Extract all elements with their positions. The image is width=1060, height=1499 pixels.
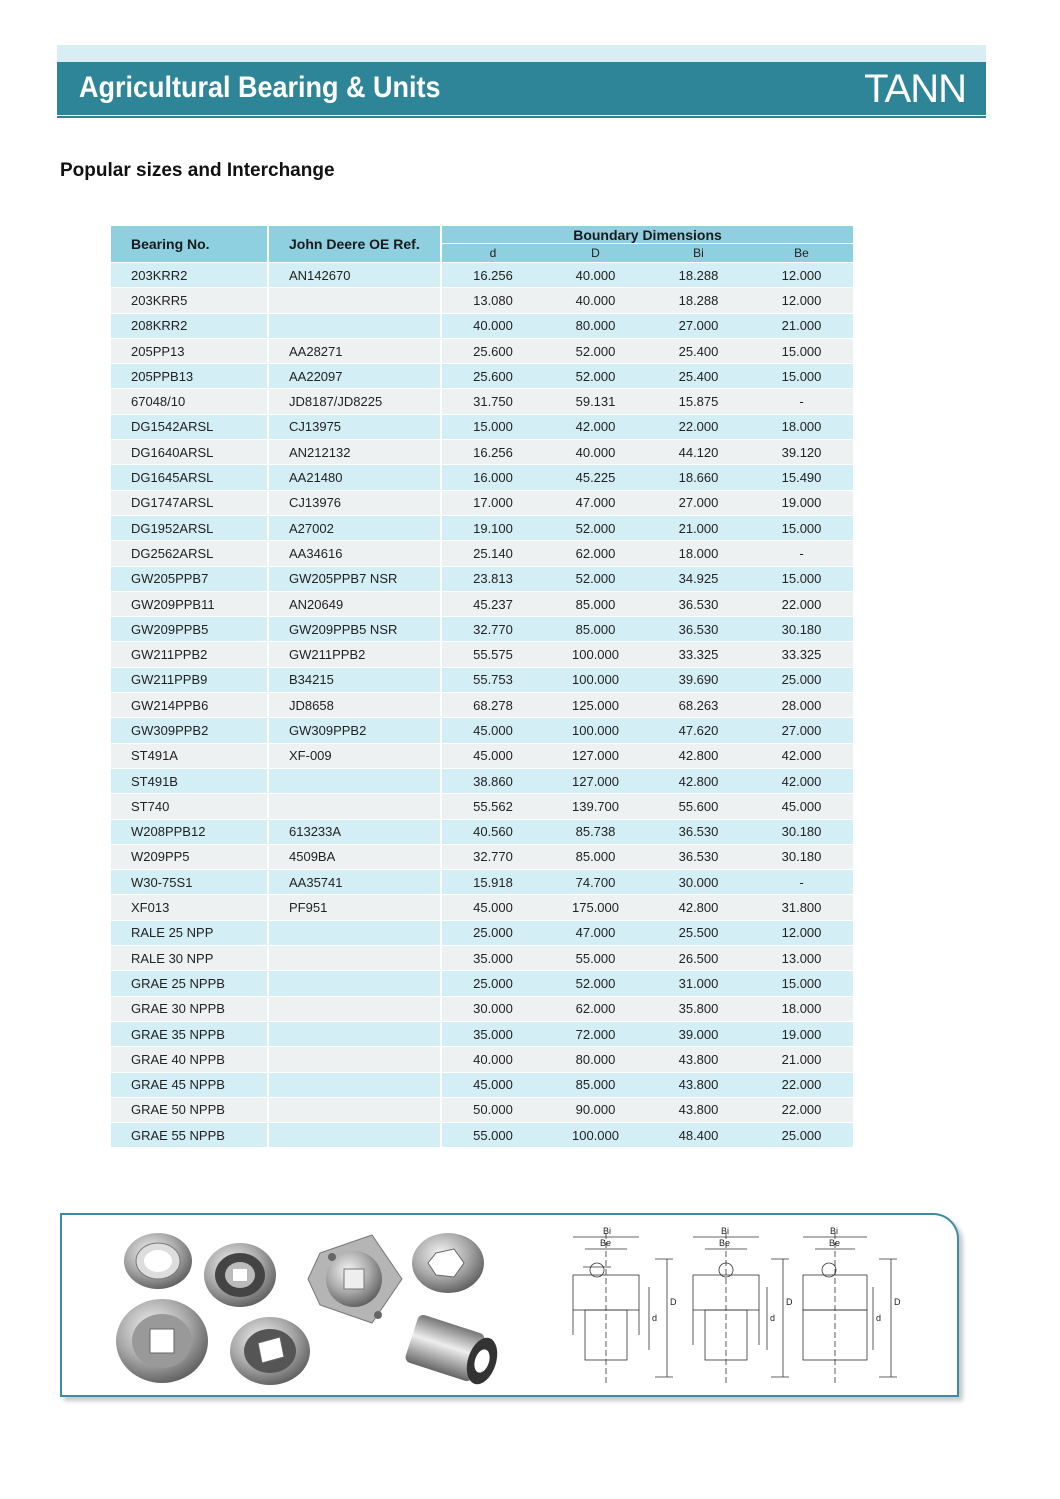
john-deere-ref-cell bbox=[268, 768, 441, 793]
bearing-no-cell: DG1645ARSL bbox=[111, 465, 268, 490]
d-cell: 32.770 bbox=[441, 617, 544, 642]
D-cell: 52.000 bbox=[544, 338, 647, 363]
bi-cell: 47.620 bbox=[647, 718, 750, 743]
be-cell: 15.000 bbox=[750, 364, 853, 389]
D-cell: 175.000 bbox=[544, 895, 647, 920]
table-row bbox=[111, 263, 853, 288]
john-deere-ref-cell bbox=[268, 971, 441, 996]
be-cell: 30.180 bbox=[750, 844, 853, 869]
bearing-square-bore-bottom bbox=[230, 1317, 310, 1385]
page-title: Agricultural Bearing & Units bbox=[79, 71, 441, 104]
D-cell: 47.000 bbox=[544, 920, 647, 945]
be-cell: 27.000 bbox=[750, 718, 853, 743]
john-deere-ref-cell bbox=[268, 288, 441, 313]
d-cell: 45.237 bbox=[441, 591, 544, 616]
bi-cell: 21.000 bbox=[647, 515, 750, 540]
john-deere-ref-cell: JD8658 bbox=[268, 693, 441, 718]
diagram2-label-be: Be bbox=[719, 1238, 731, 1248]
john-deere-ref-cell: AA28271 bbox=[268, 338, 441, 363]
diagram1-label-bi: Bi bbox=[603, 1226, 612, 1236]
diagram2-label-d: d bbox=[770, 1313, 776, 1323]
table-row bbox=[111, 288, 853, 313]
D-cell: 47.000 bbox=[544, 490, 647, 515]
john-deere-ref-cell: GW309PPB2 bbox=[268, 718, 441, 743]
D-cell: 85.000 bbox=[544, 1072, 647, 1097]
D-cell: 127.000 bbox=[544, 743, 647, 768]
bearing-hex-bore-right bbox=[412, 1233, 484, 1293]
table-row bbox=[111, 642, 853, 667]
D-cell: 100.000 bbox=[544, 1123, 647, 1148]
bearing-no-cell: W209PP5 bbox=[111, 844, 268, 869]
bearing-cylinder-bottom-right bbox=[404, 1313, 503, 1388]
table-row bbox=[111, 1047, 853, 1072]
be-cell: 12.000 bbox=[750, 288, 853, 313]
d-cell: 45.000 bbox=[441, 718, 544, 743]
d-cell: 30.000 bbox=[441, 996, 544, 1021]
d-cell: 68.278 bbox=[441, 693, 544, 718]
table-row bbox=[111, 515, 853, 540]
D-cell: 40.000 bbox=[544, 440, 647, 465]
diagram3-label-be: Be bbox=[829, 1238, 841, 1248]
john-deere-ref-cell: 613233A bbox=[268, 819, 441, 844]
bi-cell: 18.288 bbox=[647, 288, 750, 313]
bearing-no-cell: ST491A bbox=[111, 743, 268, 768]
D-cell: 127.000 bbox=[544, 768, 647, 793]
D-cell: 62.000 bbox=[544, 541, 647, 566]
d-cell: 16.256 bbox=[441, 263, 544, 288]
interchange-table bbox=[111, 226, 853, 1148]
D-cell: 85.000 bbox=[544, 617, 647, 642]
D-cell: 59.131 bbox=[544, 389, 647, 414]
bi-cell: 35.800 bbox=[647, 996, 750, 1021]
bi-cell: 55.600 bbox=[647, 794, 750, 819]
be-cell: 31.800 bbox=[750, 895, 853, 920]
be-cell: 30.180 bbox=[750, 617, 853, 642]
bearing-no-cell: DG1542ARSL bbox=[111, 414, 268, 439]
d-cell: 32.770 bbox=[441, 844, 544, 869]
d-cell: 55.000 bbox=[441, 1123, 544, 1148]
be-cell: 12.000 bbox=[750, 920, 853, 945]
be-cell: 22.000 bbox=[750, 1097, 853, 1122]
table-row bbox=[111, 1021, 853, 1046]
diagram1-label-be: Be bbox=[600, 1238, 612, 1248]
be-cell: 15.490 bbox=[750, 465, 853, 490]
table-row bbox=[111, 338, 853, 363]
table-row bbox=[111, 794, 853, 819]
bi-cell: 33.325 bbox=[647, 642, 750, 667]
d-cell: 25.000 bbox=[441, 971, 544, 996]
be-cell: 25.000 bbox=[750, 667, 853, 692]
bearing-ring-top-left bbox=[124, 1233, 192, 1289]
product-illustration-panel bbox=[60, 1213, 959, 1397]
john-deere-ref-cell: AA34616 bbox=[268, 541, 441, 566]
be-cell: 15.000 bbox=[750, 566, 853, 591]
diagram1-label-D: D bbox=[670, 1297, 677, 1307]
bi-cell: 22.000 bbox=[647, 414, 750, 439]
bi-cell: 42.800 bbox=[647, 768, 750, 793]
d-cell: 35.000 bbox=[441, 1021, 544, 1046]
bearing-no-cell: W30-75S1 bbox=[111, 870, 268, 895]
flange-unit bbox=[308, 1235, 402, 1323]
table-row bbox=[111, 920, 853, 945]
bearing-cross-section-diagrams bbox=[567, 1225, 912, 1390]
bearing-products-photo bbox=[110, 1223, 510, 1393]
bearing-no-cell: GW211PPB2 bbox=[111, 642, 268, 667]
john-deere-ref-cell: AA21480 bbox=[268, 465, 441, 490]
D-cell: 45.225 bbox=[544, 465, 647, 490]
john-deere-ref-cell: CJ13976 bbox=[268, 490, 441, 515]
be-cell: 42.000 bbox=[750, 743, 853, 768]
D-cell: 85.000 bbox=[544, 844, 647, 869]
john-deere-ref-cell bbox=[268, 1123, 441, 1148]
be-cell: 21.000 bbox=[750, 313, 853, 338]
table-row bbox=[111, 313, 853, 338]
bi-cell: 44.120 bbox=[647, 440, 750, 465]
D-cell: 85.000 bbox=[544, 591, 647, 616]
D-cell: 90.000 bbox=[544, 1097, 647, 1122]
interchange-table-container bbox=[111, 226, 853, 1148]
column-header-D: D bbox=[544, 244, 647, 263]
bearing-large-bottom-left bbox=[116, 1299, 208, 1383]
john-deere-ref-cell: CJ13975 bbox=[268, 414, 441, 439]
table-row bbox=[111, 440, 853, 465]
bi-cell: 26.500 bbox=[647, 946, 750, 971]
D-cell: 72.000 bbox=[544, 1021, 647, 1046]
john-deere-ref-cell: JD8187/JD8225 bbox=[268, 389, 441, 414]
d-cell: 15.918 bbox=[441, 870, 544, 895]
be-cell: 21.000 bbox=[750, 1047, 853, 1072]
column-header-bi: Bi bbox=[647, 244, 750, 263]
table-row bbox=[111, 364, 853, 389]
D-cell: 55.000 bbox=[544, 946, 647, 971]
be-cell: 45.000 bbox=[750, 794, 853, 819]
D-cell: 139.700 bbox=[544, 794, 647, 819]
bearing-no-cell: GW214PPB6 bbox=[111, 693, 268, 718]
be-cell: 39.120 bbox=[750, 440, 853, 465]
bearing-no-cell: DG1747ARSL bbox=[111, 490, 268, 515]
table-row bbox=[111, 946, 853, 971]
bearing-no-cell: DG1640ARSL bbox=[111, 440, 268, 465]
table-row bbox=[111, 768, 853, 793]
bearing-no-cell: GRAE 30 NPPB bbox=[111, 996, 268, 1021]
cross-section-diagram-2 bbox=[693, 1233, 789, 1385]
table-row bbox=[111, 718, 853, 743]
d-cell: 55.575 bbox=[441, 642, 544, 667]
be-cell: 18.000 bbox=[750, 996, 853, 1021]
be-cell: 15.000 bbox=[750, 515, 853, 540]
D-cell: 52.000 bbox=[544, 566, 647, 591]
bearing-no-cell: 205PPB13 bbox=[111, 364, 268, 389]
D-cell: 85.738 bbox=[544, 819, 647, 844]
column-header-d: d bbox=[441, 244, 544, 263]
bi-cell: 27.000 bbox=[647, 313, 750, 338]
table-row bbox=[111, 566, 853, 591]
be-cell: 25.000 bbox=[750, 1123, 853, 1148]
bi-cell: 42.800 bbox=[647, 743, 750, 768]
bearing-no-cell: GW309PPB2 bbox=[111, 718, 268, 743]
d-cell: 40.560 bbox=[441, 819, 544, 844]
column-header-bearing-no: Bearing No. bbox=[111, 226, 268, 263]
be-cell: 19.000 bbox=[750, 1021, 853, 1046]
bi-cell: 36.530 bbox=[647, 617, 750, 642]
section-title: Popular sizes and Interchange bbox=[60, 160, 335, 181]
diagram3-label-D: D bbox=[894, 1297, 901, 1307]
bearing-no-cell: RALE 25 NPP bbox=[111, 920, 268, 945]
john-deere-ref-cell bbox=[268, 1047, 441, 1072]
D-cell: 52.000 bbox=[544, 971, 647, 996]
d-cell: 55.562 bbox=[441, 794, 544, 819]
bearing-no-cell: DG1952ARSL bbox=[111, 515, 268, 540]
diagram2-label-D: D bbox=[786, 1297, 793, 1307]
bearing-no-cell: GRAE 35 NPPB bbox=[111, 1021, 268, 1046]
d-cell: 38.860 bbox=[441, 768, 544, 793]
d-cell: 15.000 bbox=[441, 414, 544, 439]
bearing-no-cell: 205PP13 bbox=[111, 338, 268, 363]
bi-cell: 36.530 bbox=[647, 819, 750, 844]
d-cell: 45.000 bbox=[441, 1072, 544, 1097]
bearing-no-cell: GRAE 45 NPPB bbox=[111, 1072, 268, 1097]
D-cell: 40.000 bbox=[544, 288, 647, 313]
table-row bbox=[111, 895, 853, 920]
be-cell: 42.000 bbox=[750, 768, 853, 793]
be-cell: 19.000 bbox=[750, 490, 853, 515]
D-cell: 40.000 bbox=[544, 263, 647, 288]
bi-cell: 42.800 bbox=[647, 895, 750, 920]
bearing-no-cell: W208PPB12 bbox=[111, 819, 268, 844]
bi-cell: 43.800 bbox=[647, 1097, 750, 1122]
D-cell: 80.000 bbox=[544, 313, 647, 338]
be-cell: 15.000 bbox=[750, 338, 853, 363]
bearing-no-cell: ST740 bbox=[111, 794, 268, 819]
bearing-no-cell: DG2562ARSL bbox=[111, 541, 268, 566]
cross-section-diagram-1 bbox=[573, 1233, 673, 1385]
table-row bbox=[111, 389, 853, 414]
d-cell: 31.750 bbox=[441, 389, 544, 414]
d-cell: 16.256 bbox=[441, 440, 544, 465]
header-underline bbox=[57, 116, 986, 118]
john-deere-ref-cell: AA35741 bbox=[268, 870, 441, 895]
john-deere-ref-cell bbox=[268, 946, 441, 971]
D-cell: 80.000 bbox=[544, 1047, 647, 1072]
table-row bbox=[111, 996, 853, 1021]
table-row bbox=[111, 743, 853, 768]
table-row bbox=[111, 414, 853, 439]
table-row bbox=[111, 844, 853, 869]
bi-cell: 18.000 bbox=[647, 541, 750, 566]
bi-cell: 25.400 bbox=[647, 364, 750, 389]
brand-logo: TANN bbox=[864, 67, 966, 111]
d-cell: 13.080 bbox=[441, 288, 544, 313]
bi-cell: 39.690 bbox=[647, 667, 750, 692]
bearing-no-cell: RALE 30 NPP bbox=[111, 946, 268, 971]
bearing-no-cell: XF013 bbox=[111, 895, 268, 920]
john-deere-ref-cell: PF951 bbox=[268, 895, 441, 920]
table-row bbox=[111, 971, 853, 996]
be-cell: 30.180 bbox=[750, 819, 853, 844]
D-cell: 100.000 bbox=[544, 718, 647, 743]
table-row bbox=[111, 1072, 853, 1097]
D-cell: 52.000 bbox=[544, 364, 647, 389]
table-row bbox=[111, 465, 853, 490]
bi-cell: 36.530 bbox=[647, 591, 750, 616]
bi-cell: 43.800 bbox=[647, 1072, 750, 1097]
d-cell: 25.140 bbox=[441, 541, 544, 566]
john-deere-ref-cell: A27002 bbox=[268, 515, 441, 540]
bi-cell: 34.925 bbox=[647, 566, 750, 591]
d-cell: 25.600 bbox=[441, 364, 544, 389]
bearing-no-cell: GRAE 55 NPPB bbox=[111, 1123, 268, 1148]
table-row bbox=[111, 1097, 853, 1122]
bi-cell: 25.500 bbox=[647, 920, 750, 945]
table-row bbox=[111, 1123, 853, 1148]
table-row bbox=[111, 667, 853, 692]
diagram3-label-bi: Bi bbox=[830, 1226, 839, 1236]
bearing-no-cell: 203KRR5 bbox=[111, 288, 268, 313]
john-deere-ref-cell: AA22097 bbox=[268, 364, 441, 389]
bearing-no-cell: GW211PPB9 bbox=[111, 667, 268, 692]
bi-cell: 39.000 bbox=[647, 1021, 750, 1046]
d-cell: 35.000 bbox=[441, 946, 544, 971]
bearing-no-cell: GRAE 25 NPPB bbox=[111, 971, 268, 996]
d-cell: 45.000 bbox=[441, 743, 544, 768]
john-deere-ref-cell: GW205PPB7 NSR bbox=[268, 566, 441, 591]
d-cell: 23.813 bbox=[441, 566, 544, 591]
D-cell: 125.000 bbox=[544, 693, 647, 718]
bi-cell: 68.263 bbox=[647, 693, 750, 718]
d-cell: 40.000 bbox=[441, 1047, 544, 1072]
bearing-no-cell: 203KRR2 bbox=[111, 263, 268, 288]
bearing-no-cell: GW209PPB11 bbox=[111, 591, 268, 616]
john-deere-ref-cell: XF-009 bbox=[268, 743, 441, 768]
d-cell: 55.753 bbox=[441, 667, 544, 692]
bi-cell: 18.660 bbox=[647, 465, 750, 490]
table-row bbox=[111, 591, 853, 616]
john-deere-ref-cell bbox=[268, 1097, 441, 1122]
be-cell: 15.000 bbox=[750, 971, 853, 996]
bi-cell: 36.530 bbox=[647, 844, 750, 869]
bearing-no-cell: GW209PPB5 bbox=[111, 617, 268, 642]
john-deere-ref-cell: AN142670 bbox=[268, 263, 441, 288]
john-deere-ref-cell bbox=[268, 920, 441, 945]
d-cell: 25.600 bbox=[441, 338, 544, 363]
bi-cell: 25.400 bbox=[647, 338, 750, 363]
D-cell: 100.000 bbox=[544, 667, 647, 692]
be-cell: 28.000 bbox=[750, 693, 853, 718]
bi-cell: 15.875 bbox=[647, 389, 750, 414]
D-cell: 52.000 bbox=[544, 515, 647, 540]
D-cell: 42.000 bbox=[544, 414, 647, 439]
be-cell: - bbox=[750, 541, 853, 566]
table-row bbox=[111, 819, 853, 844]
column-header-be: Be bbox=[750, 244, 853, 263]
D-cell: 74.700 bbox=[544, 870, 647, 895]
d-cell: 50.000 bbox=[441, 1097, 544, 1122]
john-deere-ref-cell bbox=[268, 1072, 441, 1097]
be-cell: 22.000 bbox=[750, 591, 853, 616]
diagram2-label-bi: Bi bbox=[721, 1226, 730, 1236]
be-cell: 33.325 bbox=[750, 642, 853, 667]
D-cell: 62.000 bbox=[544, 996, 647, 1021]
bi-cell: 43.800 bbox=[647, 1047, 750, 1072]
john-deere-ref-cell: B34215 bbox=[268, 667, 441, 692]
john-deere-ref-cell bbox=[268, 794, 441, 819]
be-cell: - bbox=[750, 870, 853, 895]
john-deere-ref-cell bbox=[268, 996, 441, 1021]
bi-cell: 18.288 bbox=[647, 263, 750, 288]
diagram3-label-d: d bbox=[876, 1313, 882, 1323]
be-cell: 22.000 bbox=[750, 1072, 853, 1097]
cross-section-diagram-3 bbox=[803, 1233, 897, 1385]
header-banner bbox=[57, 62, 986, 115]
bearing-no-cell: ST491B bbox=[111, 768, 268, 793]
D-cell: 100.000 bbox=[544, 642, 647, 667]
john-deere-ref-cell: 4509BA bbox=[268, 844, 441, 869]
bearing-sealed-center bbox=[204, 1243, 276, 1307]
column-group-boundary-dimensions: Boundary Dimensions bbox=[441, 226, 853, 244]
john-deere-ref-cell: GW211PPB2 bbox=[268, 642, 441, 667]
bi-cell: 30.000 bbox=[647, 870, 750, 895]
d-cell: 16.000 bbox=[441, 465, 544, 490]
john-deere-ref-cell: GW209PPB5 NSR bbox=[268, 617, 441, 642]
bi-cell: 48.400 bbox=[647, 1123, 750, 1148]
diagram1-label-d: d bbox=[652, 1313, 658, 1323]
table-row bbox=[111, 541, 853, 566]
john-deere-ref-cell: AN20649 bbox=[268, 591, 441, 616]
header-top-strip bbox=[57, 45, 986, 62]
bearing-no-cell: GW205PPB7 bbox=[111, 566, 268, 591]
be-cell: 13.000 bbox=[750, 946, 853, 971]
be-cell: 12.000 bbox=[750, 263, 853, 288]
table-row bbox=[111, 870, 853, 895]
d-cell: 25.000 bbox=[441, 920, 544, 945]
john-deere-ref-cell bbox=[268, 313, 441, 338]
be-cell: - bbox=[750, 389, 853, 414]
table-row bbox=[111, 693, 853, 718]
d-cell: 40.000 bbox=[441, 313, 544, 338]
bearing-no-cell: 208KRR2 bbox=[111, 313, 268, 338]
bearing-no-cell: 67048/10 bbox=[111, 389, 268, 414]
john-deere-ref-cell: AN212132 bbox=[268, 440, 441, 465]
john-deere-ref-cell bbox=[268, 1021, 441, 1046]
table-row bbox=[111, 617, 853, 642]
bi-cell: 27.000 bbox=[647, 490, 750, 515]
bearing-no-cell: GRAE 50 NPPB bbox=[111, 1097, 268, 1122]
d-cell: 45.000 bbox=[441, 895, 544, 920]
bi-cell: 31.000 bbox=[647, 971, 750, 996]
table-body bbox=[111, 263, 853, 1148]
column-header-john-deere-ref: John Deere OE Ref. bbox=[268, 226, 441, 263]
table-row bbox=[111, 490, 853, 515]
bearing-no-cell: GRAE 40 NPPB bbox=[111, 1047, 268, 1072]
d-cell: 19.100 bbox=[441, 515, 544, 540]
be-cell: 18.000 bbox=[750, 414, 853, 439]
d-cell: 17.000 bbox=[441, 490, 544, 515]
